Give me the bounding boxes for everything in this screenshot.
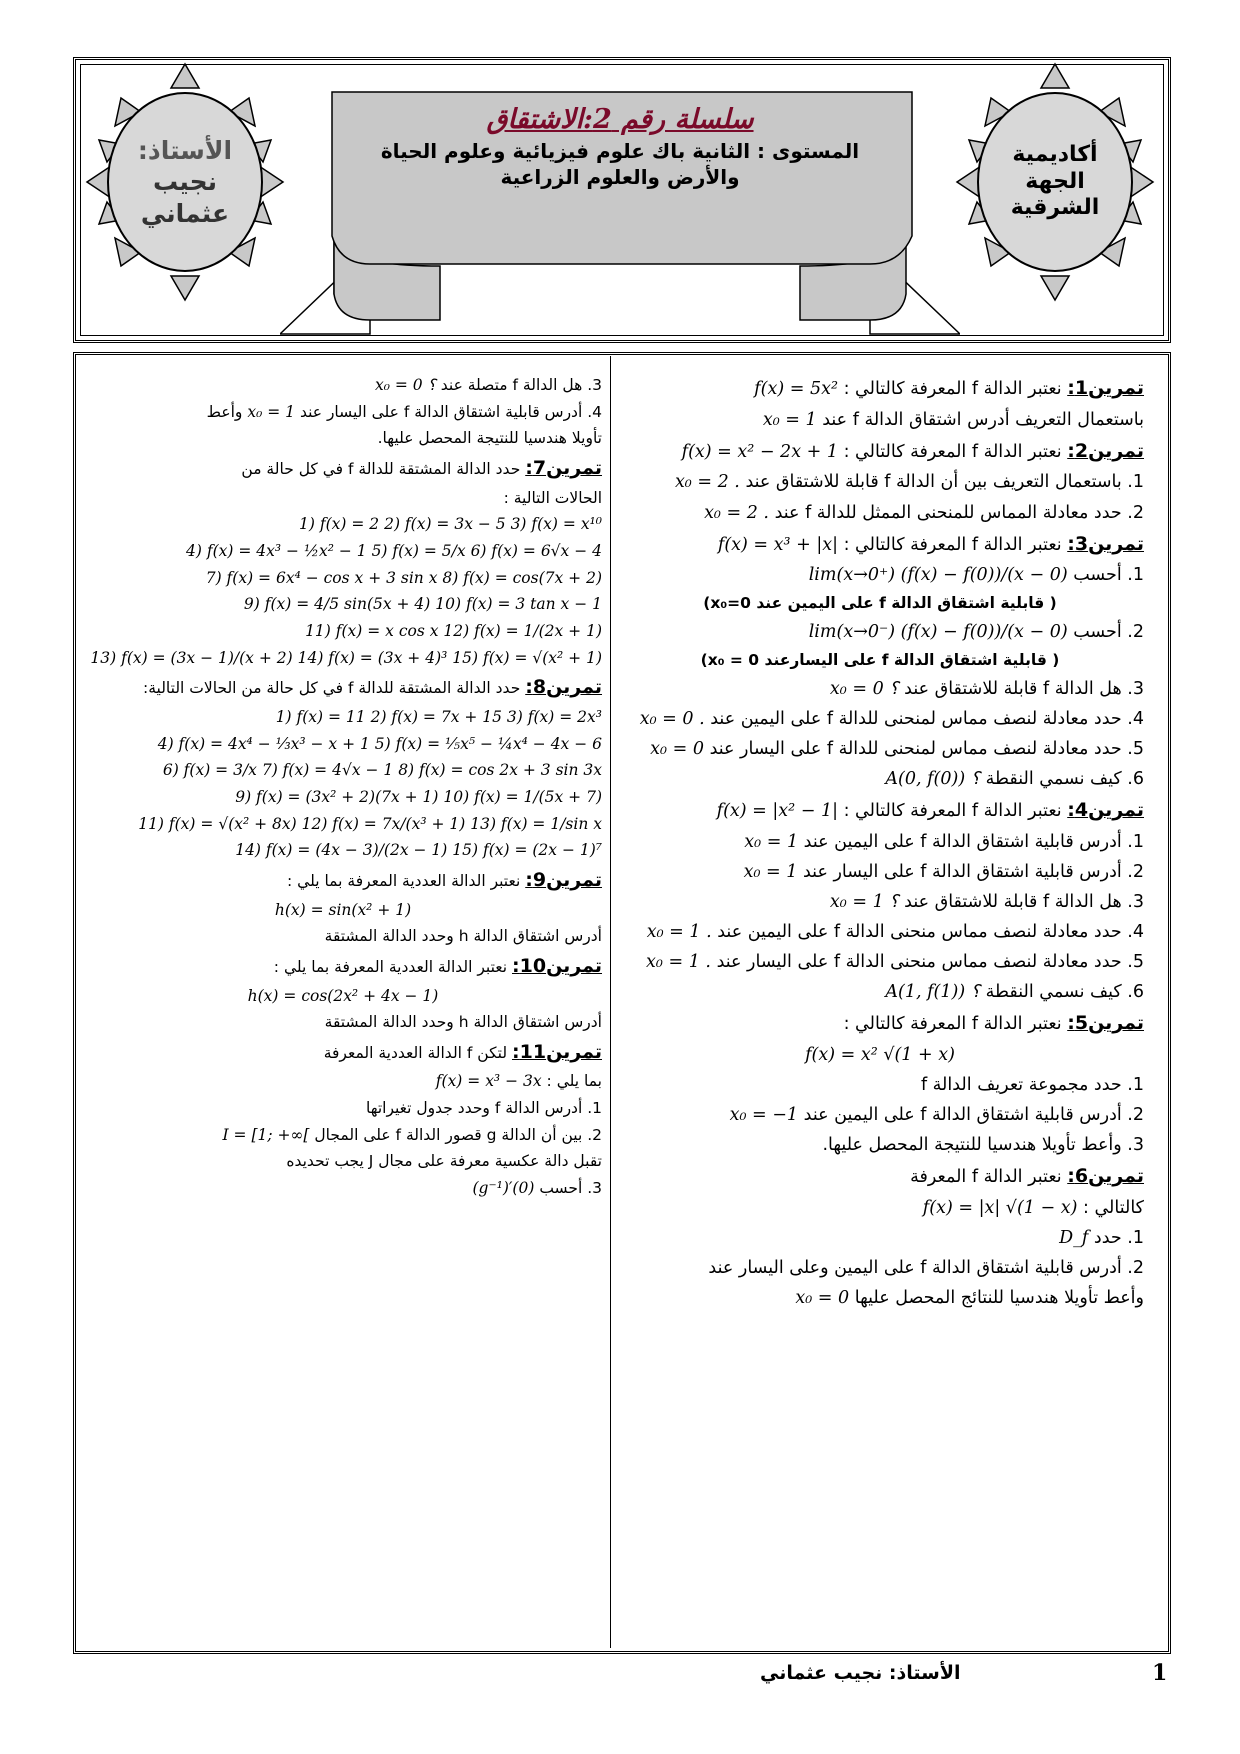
exercise-text: حدد الدالة المشتقة للدالة f في كل حالة من [241, 459, 521, 478]
math-expression: lim(x→0⁺) (f(x) − f(0))/(x − 0) [808, 565, 1068, 586]
math-expression: x₀ = 0 . [639, 708, 705, 729]
math-expression: 7) f(x) = 6x⁴ − cos x + 3 sin x 8) f(x) = cos(7x + 2) [205, 568, 602, 587]
exercise-text: 2. أدرس قابلية اشتقاق الدالة f على اليسار عند [802, 861, 1144, 882]
math-expression: lim(x→0⁻) (f(x) − f(0))/(x − 0) [808, 622, 1068, 643]
exercise-line [84, 784, 602, 811]
exercise-text: أدرس اشتقاق الدالة h وحدد الدالة المشتقة [324, 1013, 602, 1032]
exercise-text: 3. وأعط تأويلا هندسيا للنتيجة المحصل عليها. [822, 1135, 1144, 1156]
exercise-line [84, 1095, 602, 1122]
right-column [616, 372, 1144, 1314]
math-expression: 4) f(x) = 4x⁴ − ⅓x³ − x + 1 5) f(x) = ⅕x⁵ − ¼x⁴ − 4x − 6 [157, 734, 602, 753]
math-expression: x₀ = 2 . [704, 502, 769, 523]
math-expression: 9) f(x) = (3x² + 2)(7x + 1) 10) f(x) = 1/(5x + 7) [235, 787, 602, 806]
exercise-line [84, 511, 602, 538]
exercise-line [84, 452, 602, 485]
level-line-1: المستوى : الثانية باك علوم فيزيائية وعلوم الحياة [380, 139, 860, 163]
exercise-line [616, 590, 1144, 617]
exercise-heading: تمرين4: [1067, 799, 1144, 822]
exercise-text: 3. أحسب [539, 1179, 602, 1198]
exercise-text: 5. حدد معادلة لنصف مماس لمنحنى للدالة f على اليسار عند [709, 738, 1144, 759]
exercise-line [84, 1122, 602, 1149]
exercise-line [616, 435, 1144, 468]
exercise-text: تقبل دالة عكسية معرفة على مجال J يجب تحديده [286, 1152, 602, 1171]
math-expression: 9) f(x) = 4/5 sin(5x + 4) 10) f(x) = 3 tan x − 1 [243, 595, 602, 614]
exercise-line [616, 704, 1144, 734]
exercise-line [616, 734, 1144, 764]
math-expression: h(x) = cos(2x² + 4x − 1) [247, 986, 439, 1005]
math-expression: 1) f(x) = 2 2) f(x) = 3x − 5 3) f(x) = x¹⁰ [299, 515, 602, 534]
exercise-text: 4. أدرس قابلية اشتقاق الدالة f على اليسار عند [299, 402, 602, 421]
exercise-line [84, 1175, 602, 1202]
exercise-line [616, 372, 1144, 405]
exercise-line [616, 1100, 1144, 1130]
exercise-text: كالتالي : [1083, 1198, 1144, 1219]
exercise-line [84, 731, 602, 758]
academy-line-3: الشرقية [1010, 195, 1100, 221]
math-expression: D_f [1059, 1228, 1089, 1249]
exercise-text: 2. حدد معادلة المماس للمنحنى الممثل للدالة f عند [774, 502, 1144, 523]
math-expression: x₀ = 1 [762, 409, 817, 430]
math-expression: f(x) = x² − 2x + 1 [681, 441, 838, 462]
math-expression: 14) f(x) = (4x − 3)/(2x − 1) 15) f(x) = (2x − 1)⁷ [235, 841, 602, 860]
exercise-line [616, 647, 1144, 674]
exercise-line [84, 399, 602, 426]
exercise-text: وأعط [206, 402, 243, 421]
academy-oval [977, 92, 1133, 272]
math-expression: 6) f(x) = 3/x 7) f(x) = 4√x − 1 8) f(x) = cos 2x + 3 sin 3x [162, 761, 602, 780]
exercise-line [84, 372, 602, 399]
math-expression: f(x) = x³ + |x| [717, 534, 838, 555]
math-expression: x₀ = 1 [247, 402, 296, 421]
exercise-text: 2. أدرس قابلية اشتقاق الدالة f على اليمين وعلى اليسار عند [708, 1258, 1144, 1279]
exercise-line [84, 811, 602, 838]
exercise-line [616, 764, 1144, 794]
exercise-text: نعتبر الدالة f المعرفة كالتالي : [843, 1014, 1062, 1035]
math-expression: 11) f(x) = x cos x 12) f(x) = 1/(2x + 1) [305, 621, 602, 640]
math-expression: f(x) = x³ − 3x [435, 1072, 542, 1091]
exercise-line [84, 757, 602, 784]
exercise-text: 4. حدد معادلة لنصف مماس لمنحنى للدالة f على اليمين عند [710, 708, 1144, 729]
exercise-text: تأويلا هندسيا للنتيجة المحصل عليها. [377, 429, 602, 448]
exercise-line [616, 947, 1144, 977]
exercise-line [616, 977, 1144, 1007]
exercise-heading: تمرين3: [1067, 532, 1144, 555]
math-expression: x₀ = 2 . [674, 472, 740, 493]
exercise-heading: تمرين5: [1067, 1012, 1144, 1035]
exercise-line [84, 923, 602, 950]
exercise-text: لتكن f الدالة العددية المعرفة [323, 1043, 508, 1062]
exercise-heading: تمرين6: [1067, 1165, 1144, 1188]
series-title: سلسلة رقم 2:الاشتقاق [486, 104, 754, 135]
exercise-text: 5. حدد معادلة لنصف مماس منحنى الدالة f على اليسار عند [716, 952, 1144, 973]
exercise-line [616, 857, 1144, 887]
math-expression: 4) f(x) = 4x³ − ½x² − 1 5) f(x) = 5/x 6) f(x) = 6√x − 4 [186, 541, 602, 560]
math-expression: f(x) = x² √(1 + x) [805, 1045, 955, 1066]
exercise-text: باستعمال التعريف أدرس اشتقاق الدالة f عند [822, 409, 1144, 430]
exercise-line [616, 498, 1144, 528]
exercise-line [84, 645, 602, 672]
exercise-line [616, 794, 1144, 827]
exercise-text: 1. أدرس الدالة f وحدد جدول تغيراتها [365, 1099, 602, 1118]
exercise-line [616, 917, 1144, 947]
exercise-line [616, 1223, 1144, 1253]
exercise-text: 2. أحسب [1073, 622, 1144, 643]
note-text: ( قابلية اشتقاق الدالة f على اليسارعند x₀ = 0) [700, 651, 1060, 670]
academy-line-2: الجهة [1025, 168, 1085, 194]
exercise-text: أدرس اشتقاق الدالة h وحدد الدالة المشتقة [324, 927, 602, 946]
exercise-heading: تمرين9: [525, 868, 602, 891]
exercise-line [616, 1130, 1144, 1160]
exercise-heading: تمرين7: [525, 456, 602, 479]
academy-badge [955, 62, 1155, 302]
exercise-line [616, 1007, 1144, 1040]
math-expression: A(1, f(1)) ؟ [885, 982, 981, 1003]
exercise-line [616, 887, 1144, 917]
exercise-text: 3. هل الدالة f قابلة للاشتقاق عند [904, 678, 1144, 699]
exercise-line [616, 405, 1144, 435]
exercise-line [84, 837, 602, 864]
exercise-line [84, 1009, 602, 1036]
exercise-text: 6. كيف نسمي النقطة [985, 769, 1144, 790]
exercise-line [84, 485, 602, 512]
math-expression: f(x) = |x² − 1| [716, 801, 838, 822]
exercise-line [616, 1160, 1144, 1193]
math-expression: x₀ = 1 [743, 861, 798, 882]
math-expression: I = [1; +∞[ [222, 1125, 310, 1144]
exercise-heading: تمرين10: [512, 954, 602, 977]
exercise-line [616, 1283, 1144, 1313]
exercise-line [84, 565, 602, 592]
math-expression: f(x) = |x| √(1 − x) [922, 1198, 1078, 1219]
exercise-line [84, 591, 602, 618]
exercise-text: نعتبر الدالة العددية المعرفة بما يلي : [273, 957, 508, 976]
math-expression: 11) f(x) = √(x² + 8x) 12) f(x) = 7x/(x³ + 1) 13) f(x) = 1/sin x [138, 814, 602, 833]
left-column [84, 372, 602, 1202]
math-expression: x₀ = −1 [729, 1105, 799, 1126]
column-divider [610, 356, 611, 1648]
exercise-text: 1. باستعمال التعريف بين أن الدالة f قابلة للاشتقاق عند [745, 472, 1144, 493]
teacher-first-name: نجيب [152, 167, 218, 197]
exercise-text: وأعط تأويلا هندسيا للنتائج المحصل عليها [854, 1288, 1144, 1309]
header-text-block [345, 104, 895, 189]
exercise-heading: تمرين8: [525, 676, 602, 699]
exercise-heading: تمرين11: [512, 1040, 602, 1063]
exercise-text: بما يلي : [546, 1072, 602, 1091]
exercise-line [84, 704, 602, 731]
exercise-line [84, 425, 602, 452]
exercise-line [84, 864, 602, 897]
exercise-text: نعتبر الدالة f المعرفة كالتالي : [843, 534, 1062, 555]
exercise-line [616, 1070, 1144, 1100]
exercise-text: 3. هل الدالة f متصلة عند [440, 376, 602, 394]
exercise-line [84, 897, 602, 924]
teacher-badge [85, 62, 285, 302]
exercise-text: الحالات التالية : [503, 488, 602, 507]
math-expression: 13) f(x) = (3x − 1)/(x + 2) 14) f(x) = (3x + 4)³ 15) f(x) = √(x² + 1) [90, 648, 602, 667]
exercise-heading: تمرين2: [1067, 439, 1144, 462]
math-expression: x₀ = 0 ؟ [374, 376, 436, 394]
math-expression: A(0, f(0)) ؟ [885, 769, 981, 790]
math-expression: x₀ = 0 ؟ [829, 678, 899, 699]
academy-line-1: أكاديمية [1012, 142, 1098, 168]
note-text: ( قابلية اشتقاق الدالة f على اليمين عند x₀=0) [703, 594, 1057, 613]
math-expression: x₀ = 1 ؟ [829, 892, 899, 913]
page-number: 1 [1152, 1660, 1168, 1686]
exercise-line [84, 983, 602, 1010]
math-expression: x₀ = 1 . [646, 922, 712, 943]
exercise-line [616, 467, 1144, 497]
math-expression: x₀ = 1 [744, 831, 799, 852]
exercise-text: 6. كيف نسمي النقطة [985, 982, 1144, 1003]
math-expression: f(x) = 5x² [754, 379, 838, 399]
exercise-text: 1. حدد [1093, 1228, 1144, 1249]
exercise-line [84, 1148, 602, 1175]
exercise-line [616, 617, 1144, 647]
exercise-line [616, 674, 1144, 704]
exercise-text: نعتبر الدالة العددية المعرفة بما يلي : [287, 871, 521, 890]
exercise-heading: تمرين1: [1067, 377, 1144, 399]
exercise-line [616, 827, 1144, 857]
exercise-line [616, 1040, 1144, 1070]
exercise-text: 4. حدد معادلة لنصف مماس منحنى الدالة f على اليمين عند [717, 922, 1144, 943]
level-line-2: والأرض والعلوم الزراعية [500, 165, 740, 189]
exercise-line [84, 1068, 602, 1095]
teacher-oval [107, 92, 263, 272]
exercise-line [616, 1193, 1144, 1223]
math-expression: 1) f(x) = 11 2) f(x) = 7x + 15 3) f(x) = 2x³ [275, 707, 602, 726]
exercise-text: حدد الدالة المشتقة للدالة f في كل حالة من الحالات التالية: [143, 679, 521, 698]
exercise-line [616, 1253, 1144, 1283]
exercise-text: نعتبر الدالة f المعرفة [910, 1167, 1062, 1188]
exercise-text: نعتبر الدالة f المعرفة كالتالي : [843, 441, 1062, 462]
exercise-text: نعتبر الدالة f المعرفة كالتالي : [843, 801, 1062, 822]
exercise-text: 2. أدرس قابلية اشتقاق الدالة f على اليمين عند [803, 1105, 1144, 1126]
exercise-line [84, 538, 602, 565]
exercise-line [616, 560, 1144, 590]
exercise-line [84, 671, 602, 704]
exercise-line [84, 1036, 602, 1069]
teacher-last-name: عثماني [140, 198, 230, 228]
exercise-line [84, 618, 602, 645]
footer-teacher: الأستاذ: نجيب عثماني [760, 1662, 961, 1684]
exercise-line [84, 950, 602, 983]
exercise-text: 1. أدرس قابلية اشتقاق الدالة f على اليمين عند [803, 831, 1144, 852]
math-expression: x₀ = 1 . [646, 952, 711, 973]
math-expression: (g⁻¹)′(0) [472, 1179, 535, 1198]
math-expression: h(x) = sin(x² + 1) [274, 900, 412, 919]
exercise-text: 1. أحسب [1073, 565, 1144, 586]
math-expression: x₀ = 0 [795, 1288, 850, 1309]
exercise-text: 2. بين أن الدالة g قصور الدالة f على المجال [314, 1125, 602, 1144]
exercise-line [616, 528, 1144, 561]
exercise-text: 1. حدد مجموعة تعريف الدالة f [920, 1075, 1144, 1096]
exercise-text: نعتبر الدالة f المعرفة كالتالي : [843, 379, 1062, 399]
math-expression: x₀ = 0 [650, 738, 704, 759]
exercise-text: 3. هل الدالة f قابلة للاشتقاق عند [904, 892, 1144, 913]
teacher-label: الأستاذ: [137, 136, 233, 166]
